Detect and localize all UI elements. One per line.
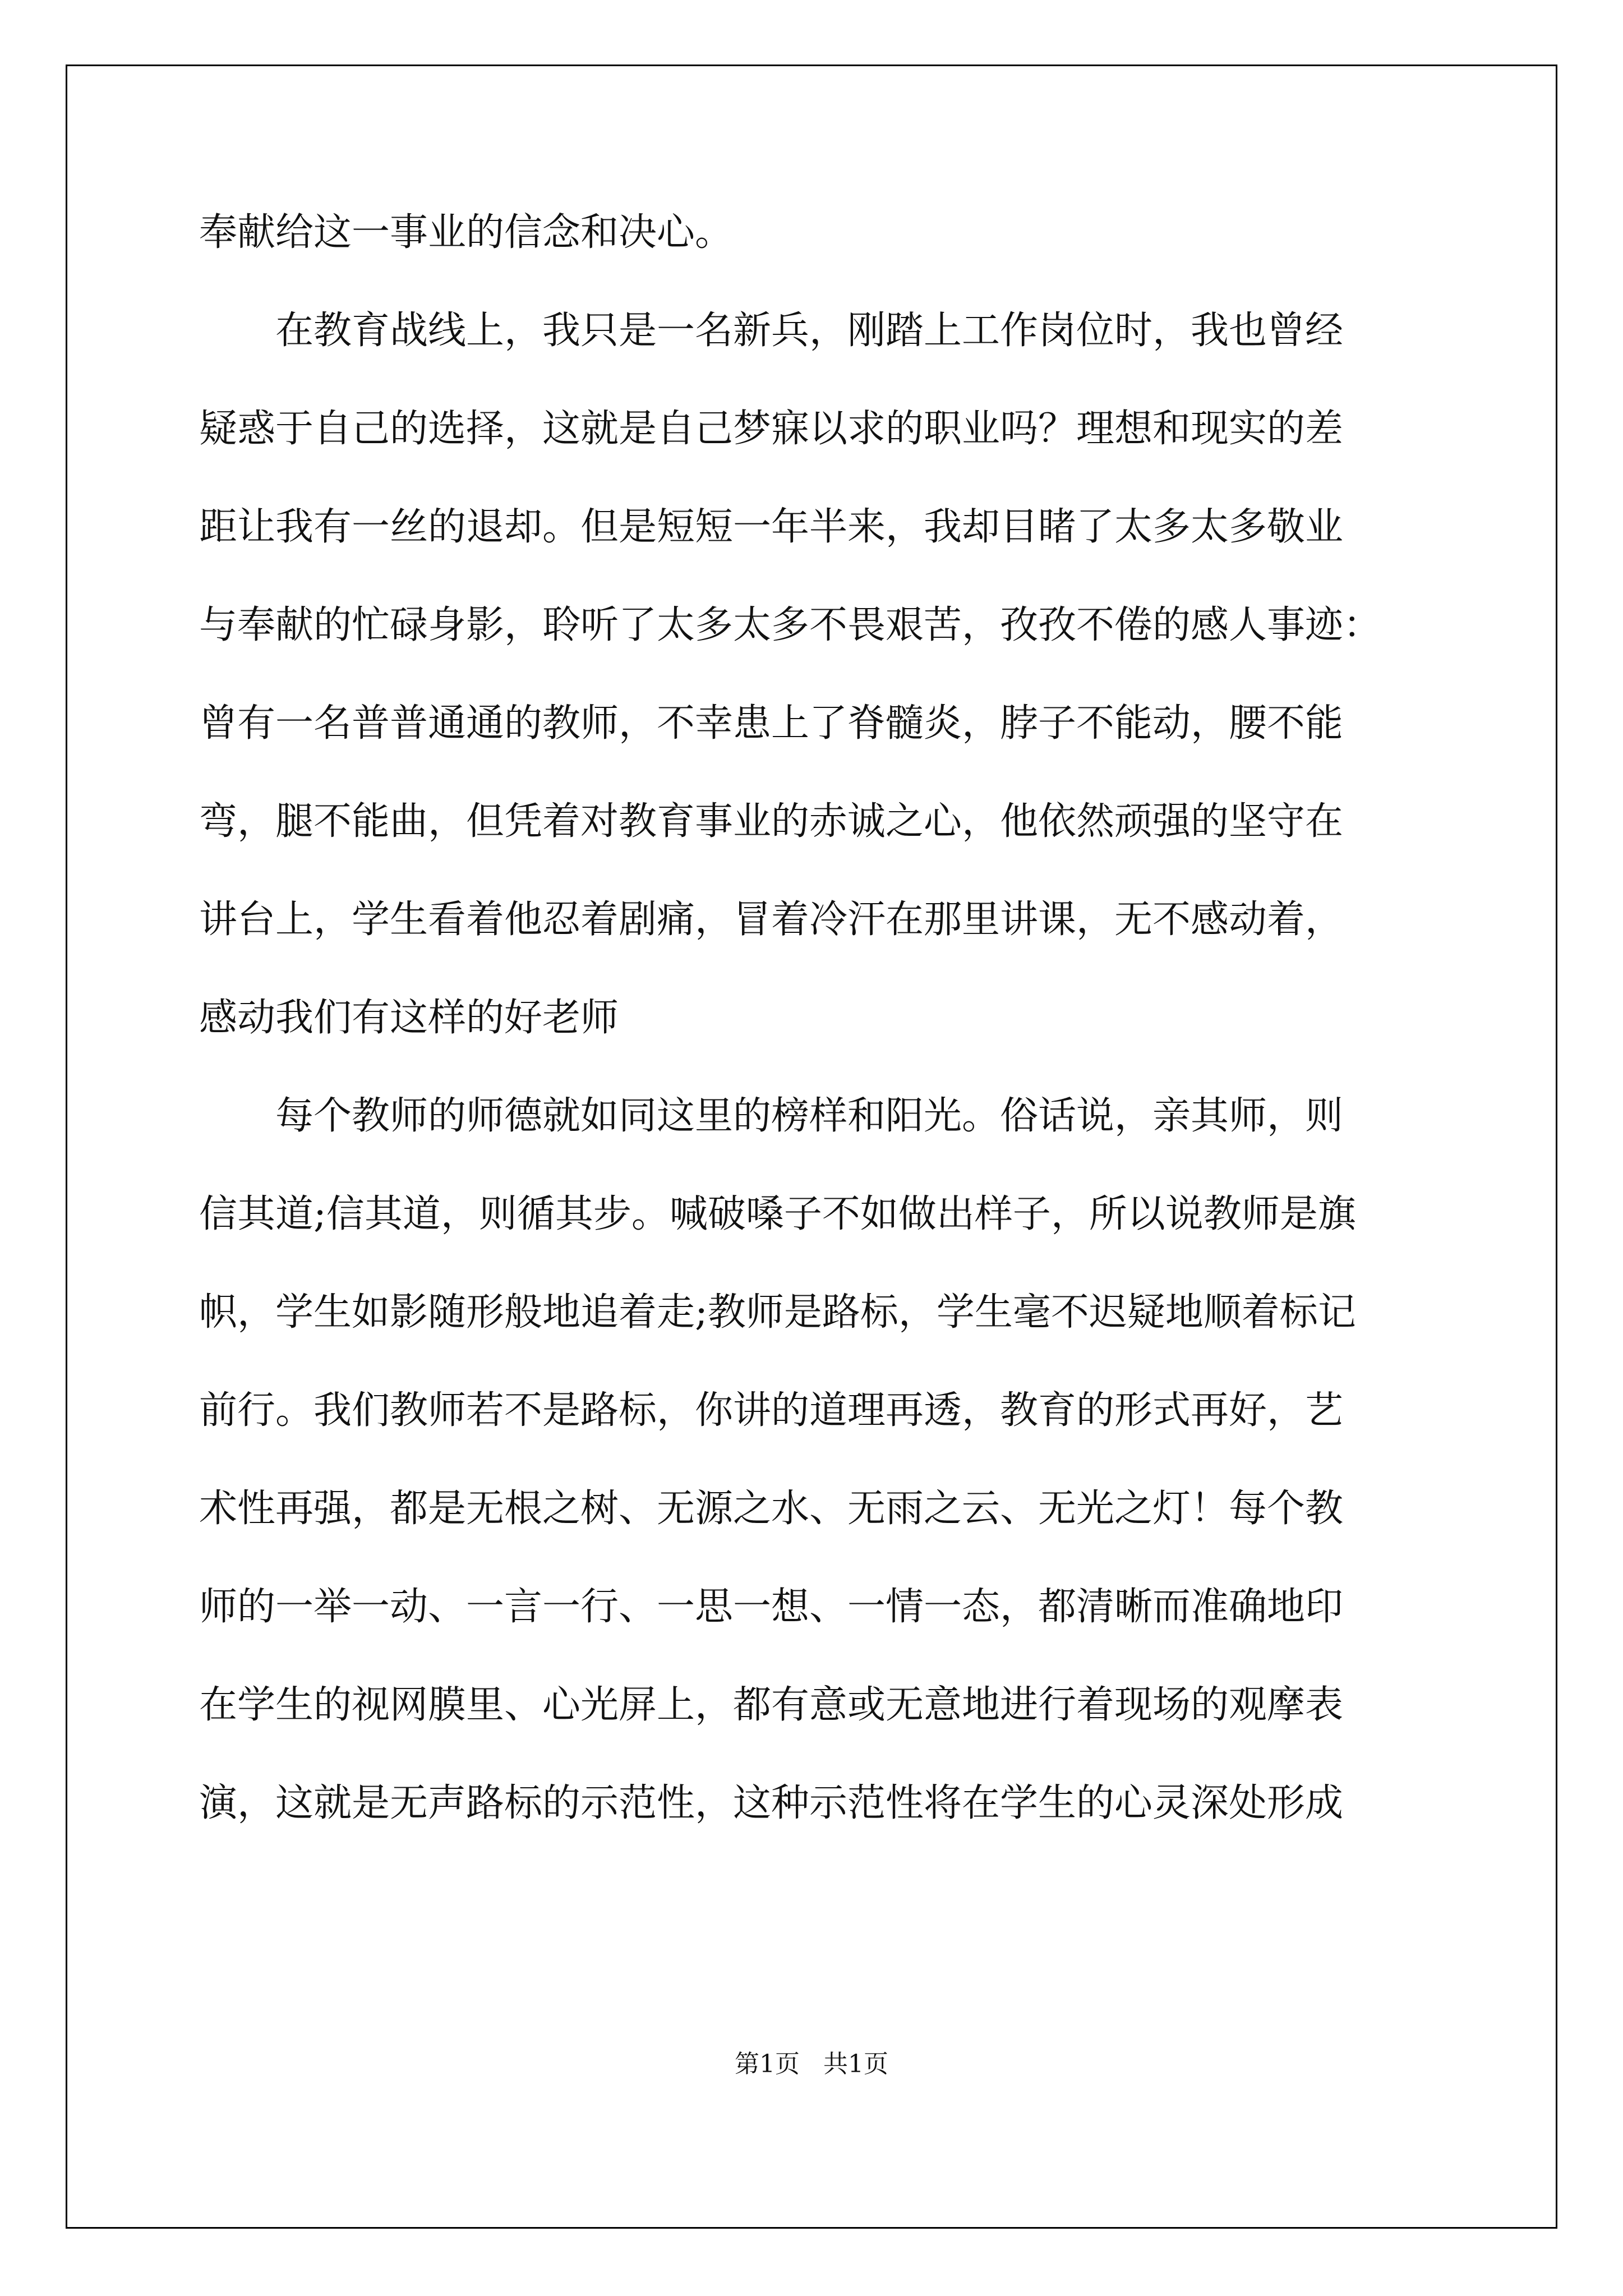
text-line-4: 距让我有一丝的退却。但是短短一年半来，我却目睹了太多太多敬业 <box>199 505 1344 549</box>
text-line-9: 感动我们有这样的好老师 <box>199 996 619 1040</box>
text-line-14: 术性再强，都是无根之树、无源之水、无雨之云、无光之灯！每个教 <box>199 1487 1344 1531</box>
page-number-footer: 第1页 共1页 <box>735 2050 888 2078</box>
text-line-6: 曾有一名普普通通的教师，不幸患上了脊髓炎，脖子不能动，腰不能 <box>199 701 1344 746</box>
text-line-11: 信其道;信其道，则循其步。喊破嗓子不如做出样子，所以说教师是旗 <box>199 1192 1356 1236</box>
text-line-17: 演，这就是无声路标的示范性，这种示范性将在学生的心灵深处形成 <box>199 1781 1344 1825</box>
text-line-12: 帜，学生如影随形般地追着走;教师是路标，学生毫不迟疑地顺着标记 <box>199 1290 1356 1335</box>
page-border <box>66 65 1557 2229</box>
text-line-16: 在学生的视网膜里、心光屏上，都有意或无意地进行着现场的观摩表 <box>199 1683 1344 1727</box>
text-line-15: 师的一举一动、一言一行、一思一想、一情一态，都清晰而准确地印 <box>199 1585 1344 1629</box>
text-line-13: 前行。我们教师若不是路标，你讲的道理再透，教育的形式再好，艺 <box>199 1388 1344 1433</box>
text-line-3: 疑惑于自己的选择，这就是自己梦寐以求的职业吗？理想和现实的差 <box>199 407 1344 451</box>
text-line-5: 与奉献的忙碌身影，聆听了太多太多不畏艰苦，孜孜不倦的感人事迹： <box>199 603 1382 647</box>
text-line-10: 每个教师的师德就如同这里的榜样和阳光。俗话说，亲其师，则 <box>275 1094 1344 1138</box>
text-line-8: 讲台上，学生看着他忍着剧痛，冒着冷汗在那里讲课，无不感动着， <box>199 898 1344 942</box>
text-line-2: 在教育战线上，我只是一名新兵，刚踏上工作岗位时，我也曾经 <box>275 309 1344 353</box>
text-line-1: 奉献给这一事业的信念和决心。 <box>199 210 734 255</box>
text-line-7: 弯，腿不能曲，但凭着对教育事业的赤诚之心，他依然顽强的坚守在 <box>199 799 1344 844</box>
